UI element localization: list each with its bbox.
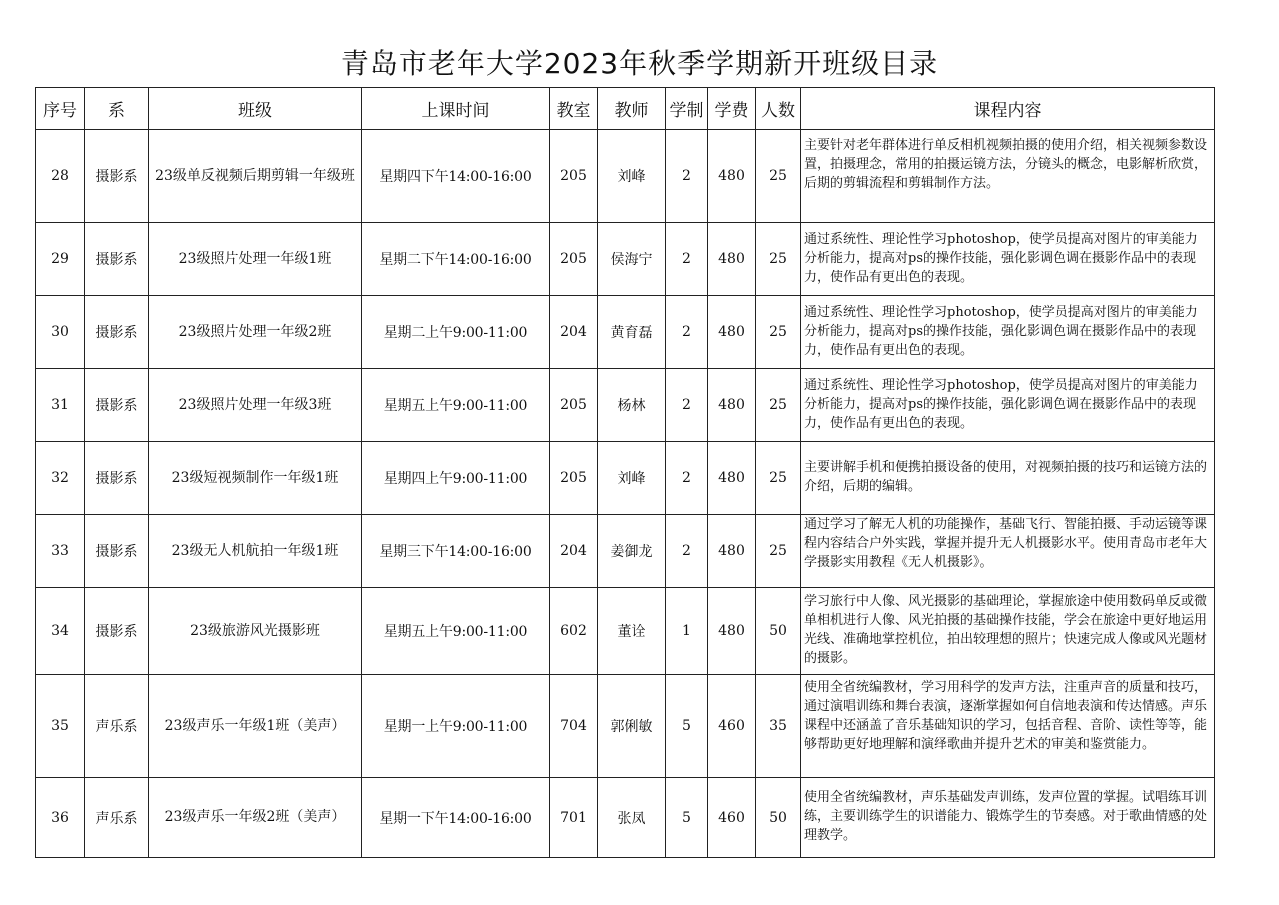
- row-number: 30: [36, 296, 85, 369]
- row-fee: 480: [708, 588, 756, 675]
- table-row: [36, 296, 1215, 369]
- row-fee: 480: [708, 369, 756, 442]
- header-number: 序号: [36, 88, 85, 130]
- row-content: 通过学习了解无人机的功能操作，基础飞行、智能拍摄、手动运镜等课程内容结合户外实践，掌握并提升无人机摄影水平。使用青岛市老年大学摄影实用教程《无人机摄影》。: [804, 517, 1208, 570]
- row-time: 星期一下午14:00-16:00: [362, 778, 550, 858]
- row-fee: 480: [708, 515, 756, 588]
- row-count: 25: [756, 442, 801, 515]
- row-number: 32: [36, 442, 85, 515]
- row-department: 摄影系: [85, 223, 149, 296]
- row-fee: 460: [708, 778, 756, 858]
- row-room: 204: [550, 515, 598, 588]
- row-number: 31: [36, 369, 85, 442]
- header-class-time: 上课时间: [362, 88, 550, 130]
- row-content-cell: [801, 778, 1215, 858]
- table-row: [36, 588, 1215, 675]
- row-content-cell: [801, 130, 1215, 223]
- row-content-cell: [801, 675, 1215, 778]
- table-row: [36, 223, 1215, 296]
- row-teacher: 郭俐敏: [598, 675, 666, 778]
- table-header-row: [36, 88, 1215, 130]
- row-fee: 480: [708, 223, 756, 296]
- row-department: 摄影系: [85, 442, 149, 515]
- row-class: 23级无人机航拍一年级1班: [149, 515, 362, 588]
- row-content: 主要针对老年群体进行单反相机视频拍摄的使用介绍，相关视频参数设置，拍摄理念，常用的拍摄运镜方法，分镜头的概念，电影解析欣赏，后期的剪辑流程和剪辑制作方法。: [804, 138, 1208, 191]
- row-time: 星期三下午14:00-16:00: [362, 515, 550, 588]
- row-content: 通过系统性、理论性学习photoshop，使学员提高对图片的审美能力分析能力，提高对ps的操作技能，强化影调色调在摄影作品中的表现力，使作品有更出色的表现。: [804, 232, 1198, 285]
- row-number: 28: [36, 130, 85, 223]
- row-time: 星期五上午9:00-11:00: [362, 588, 550, 675]
- row-teacher: 张凤: [598, 778, 666, 858]
- row-count: 25: [756, 223, 801, 296]
- row-content-cell: [801, 369, 1215, 442]
- row-content: 使用全省统编教材，学习用科学的发声方法，注重声音的质量和技巧，通过演唱训练和舞台表演，逐渐掌握如何自信地表演和传达情感。声乐课程中还涵盖了音乐基础知识的学习，包括音程、音阶、读性等等，能够帮助更好地理解和演绎歌曲并提升艺术的审美和鉴赏能力。: [804, 680, 1208, 752]
- header-course-content: 课程内容: [801, 88, 1215, 130]
- row-time: 星期二上午9:00-11:00: [362, 296, 550, 369]
- row-class: 23级旅游风光摄影班: [149, 588, 362, 675]
- row-time: 星期二下午14:00-16:00: [362, 223, 550, 296]
- row-teacher: 姜御龙: [598, 515, 666, 588]
- row-duration: 2: [666, 442, 708, 515]
- row-class: 23级声乐一年级1班（美声）: [149, 675, 362, 778]
- row-time: 星期四上午9:00-11:00: [362, 442, 550, 515]
- row-department: 声乐系: [85, 778, 149, 858]
- row-department: 摄影系: [85, 515, 149, 588]
- table-row: [36, 442, 1215, 515]
- table-row: [36, 515, 1215, 588]
- row-duration: 2: [666, 369, 708, 442]
- row-department: 声乐系: [85, 675, 149, 778]
- row-content: 学习旅行中人像、风光摄影的基础理论，掌握旅途中使用数码单反或微单相机进行人像、风光拍摄的基础操作技能，学会在旅途中更好地运用光线、准确地掌控机位，拍出较理想的照片；快速完成人像或风光题材的摄影。: [804, 594, 1208, 666]
- header-fee: 学费: [708, 88, 756, 130]
- header-teacher: 教师: [598, 88, 666, 130]
- row-room: 205: [550, 369, 598, 442]
- row-class: 23级照片处理一年级1班: [149, 223, 362, 296]
- row-count: 35: [756, 675, 801, 778]
- row-count: 25: [756, 296, 801, 369]
- table-row: [36, 130, 1215, 223]
- row-class: 23级照片处理一年级2班: [149, 296, 362, 369]
- row-content-cell: [801, 296, 1215, 369]
- table-row: [36, 369, 1215, 442]
- row-number: 35: [36, 675, 85, 778]
- row-department: 摄影系: [85, 130, 149, 223]
- row-duration: 2: [666, 296, 708, 369]
- row-teacher: 黄育磊: [598, 296, 666, 369]
- row-content-cell: [801, 515, 1215, 588]
- row-content-cell: [801, 223, 1215, 296]
- row-content-cell: [801, 588, 1215, 675]
- row-teacher: 杨林: [598, 369, 666, 442]
- row-content: 主要讲解手机和便携拍摄设备的使用，对视频拍摄的技巧和运镜方法的介绍，后期的编辑。: [804, 460, 1208, 494]
- row-room: 205: [550, 223, 598, 296]
- row-time: 星期四下午14:00-16:00: [362, 130, 550, 223]
- row-count: 50: [756, 588, 801, 675]
- row-teacher: 董诠: [598, 588, 666, 675]
- row-teacher: 侯海宁: [598, 223, 666, 296]
- row-content: 通过系统性、理论性学习photoshop，使学员提高对图片的审美能力分析能力，提高对ps的操作技能，强化影调色调在摄影作品中的表现力，使作品有更出色的表现。: [804, 378, 1198, 431]
- row-room: 204: [550, 296, 598, 369]
- row-number: 29: [36, 223, 85, 296]
- page-title: 青岛市老年大学2023年秋季学期新开班级目录: [340, 47, 939, 80]
- row-department: 摄影系: [85, 296, 149, 369]
- class-catalog-table: [35, 87, 1215, 858]
- row-department: 摄影系: [85, 588, 149, 675]
- table-row: [36, 675, 1215, 778]
- row-department: 摄影系: [85, 369, 149, 442]
- row-class: 23级短视频制作一年级1班: [149, 442, 362, 515]
- row-content: 使用全省统编教材，声乐基础发声训练，发声位置的掌握。试唱练耳训练，主要训练学生的识谱能力、锻炼学生的节奏感。对于歌曲情感的处理教学。: [804, 790, 1208, 843]
- row-content: 通过系统性、理论性学习photoshop，使学员提高对图片的审美能力分析能力，提高对ps的操作技能，强化影调色调在摄影作品中的表现力，使作品有更出色的表现。: [804, 305, 1198, 358]
- row-duration: 1: [666, 588, 708, 675]
- row-fee: 480: [708, 130, 756, 223]
- row-teacher: 刘峰: [598, 442, 666, 515]
- row-room: 704: [550, 675, 598, 778]
- row-time: 星期一上午9:00-11:00: [362, 675, 550, 778]
- table-row: [36, 778, 1215, 858]
- row-duration: 2: [666, 515, 708, 588]
- row-fee: 480: [708, 296, 756, 369]
- row-count: 25: [756, 515, 801, 588]
- row-room: 701: [550, 778, 598, 858]
- header-count: 人数: [756, 88, 801, 130]
- header-class: 班级: [149, 88, 362, 130]
- row-content-cell: [801, 442, 1215, 515]
- row-fee: 460: [708, 675, 756, 778]
- row-class: 23级照片处理一年级3班: [149, 369, 362, 442]
- row-room: 602: [550, 588, 598, 675]
- row-count: 50: [756, 778, 801, 858]
- row-room: 205: [550, 130, 598, 223]
- row-fee: 480: [708, 442, 756, 515]
- header-duration: 学制: [666, 88, 708, 130]
- row-duration: 2: [666, 223, 708, 296]
- row-number: 33: [36, 515, 85, 588]
- row-count: 25: [756, 130, 801, 223]
- row-teacher: 刘峰: [598, 130, 666, 223]
- header-department: 系: [85, 88, 149, 130]
- row-class: 23级单反视频后期剪辑一年级班: [149, 130, 362, 223]
- row-class: 23级声乐一年级2班（美声）: [149, 778, 362, 858]
- row-count: 25: [756, 369, 801, 442]
- row-number: 36: [36, 778, 85, 858]
- row-duration: 5: [666, 778, 708, 858]
- row-duration: 2: [666, 130, 708, 223]
- row-duration: 5: [666, 675, 708, 778]
- row-time: 星期五上午9:00-11:00: [362, 369, 550, 442]
- header-classroom: 教室: [550, 88, 598, 130]
- row-number: 34: [36, 588, 85, 675]
- row-room: 205: [550, 442, 598, 515]
